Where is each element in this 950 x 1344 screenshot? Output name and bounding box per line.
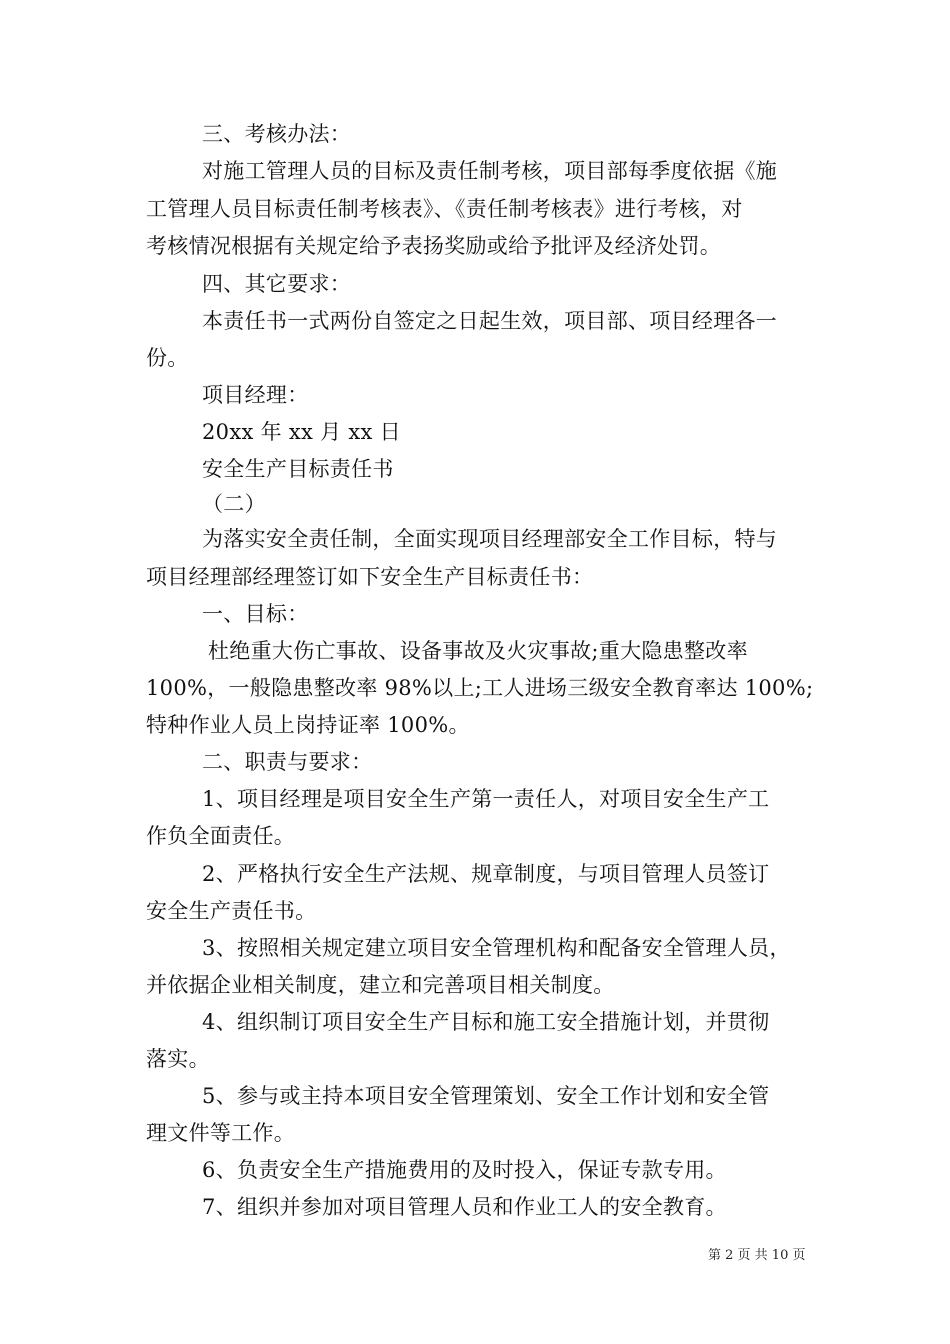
paragraph-line: 工管理人员目标责任制考核表》、《责任制考核表》进行考核，对 [146,197,743,221]
paragraph-line: 项目经理部经理签订如下安全生产目标责任书： [146,565,594,589]
paragraph-line: 本责任书一式两份自签定之日起生效，项目部、项目经理各一 [202,309,778,333]
list-item: 3、按照相关规定建立项目安全管理机构和配备安全管理人员， [202,936,791,960]
heading-goals: 一、目标： [202,602,309,626]
date-line: 20xx 年 xx 月 xx 日 [202,420,401,444]
list-item: 7、组织并参加对项目管理人员和作业工人的安全教育。 [202,1195,727,1219]
paragraph-line: 杜绝重大伤亡事故、设备事故及火灾事故;重大隐患整改率 [208,639,748,663]
list-item: 6、负责安全生产措施费用的及时投入，保证专款专用。 [202,1158,727,1182]
paragraph-line: 考核情况根据有关规定给予表扬奖励或给予批评及经济处罚。 [146,234,722,258]
list-item: 4、组织制订项目安全生产目标和施工安全措施计划，并贯彻 [202,1010,770,1034]
list-item-continuation: 作负全面责任。 [146,824,296,848]
heading-duties: 二、职责与要求： [202,750,373,774]
list-item-continuation: 理文件等工作。 [146,1121,296,1145]
paragraph-line: 对施工管理人员的目标及责任制考核，项目部每季度依据《施 [202,159,778,183]
list-item: 1、项目经理是项目安全生产第一责任人，对项目安全生产工 [202,787,770,811]
paragraph-line: 100%，一般隐患整改率 98%以上;工人进场三级安全教育率达 100%; [146,676,814,700]
heading-assessment: 三、考核办法： [202,122,352,146]
list-item: 2、严格执行安全生产法规、规章制度，与项目管理人员签订 [202,862,770,886]
list-item-continuation: 并依据企业相关制度，建立和完善项目相关制度。 [146,973,615,997]
heading-other-requirements: 四、其它要求： [202,272,352,296]
list-item-continuation: 安全生产责任书。 [146,899,317,923]
list-item-continuation: 落实。 [146,1047,210,1071]
paragraph-line: 份。 [146,346,189,370]
section-subtitle: （二） [202,492,266,516]
section-title: 安全生产目标责任书 [202,457,394,481]
paragraph-line: 为落实安全责任制，全面实现项目经理部安全工作目标，特与 [202,527,778,551]
signature-label: 项目经理： [202,383,309,407]
list-item: 5、参与或主持本项目安全管理策划、安全工作计划和安全管 [202,1084,770,1108]
page-number-footer: 第 2 页 共 10 页 [708,1248,806,1263]
paragraph-line: 特种作业人员上岗持证率 100%。 [146,713,470,737]
